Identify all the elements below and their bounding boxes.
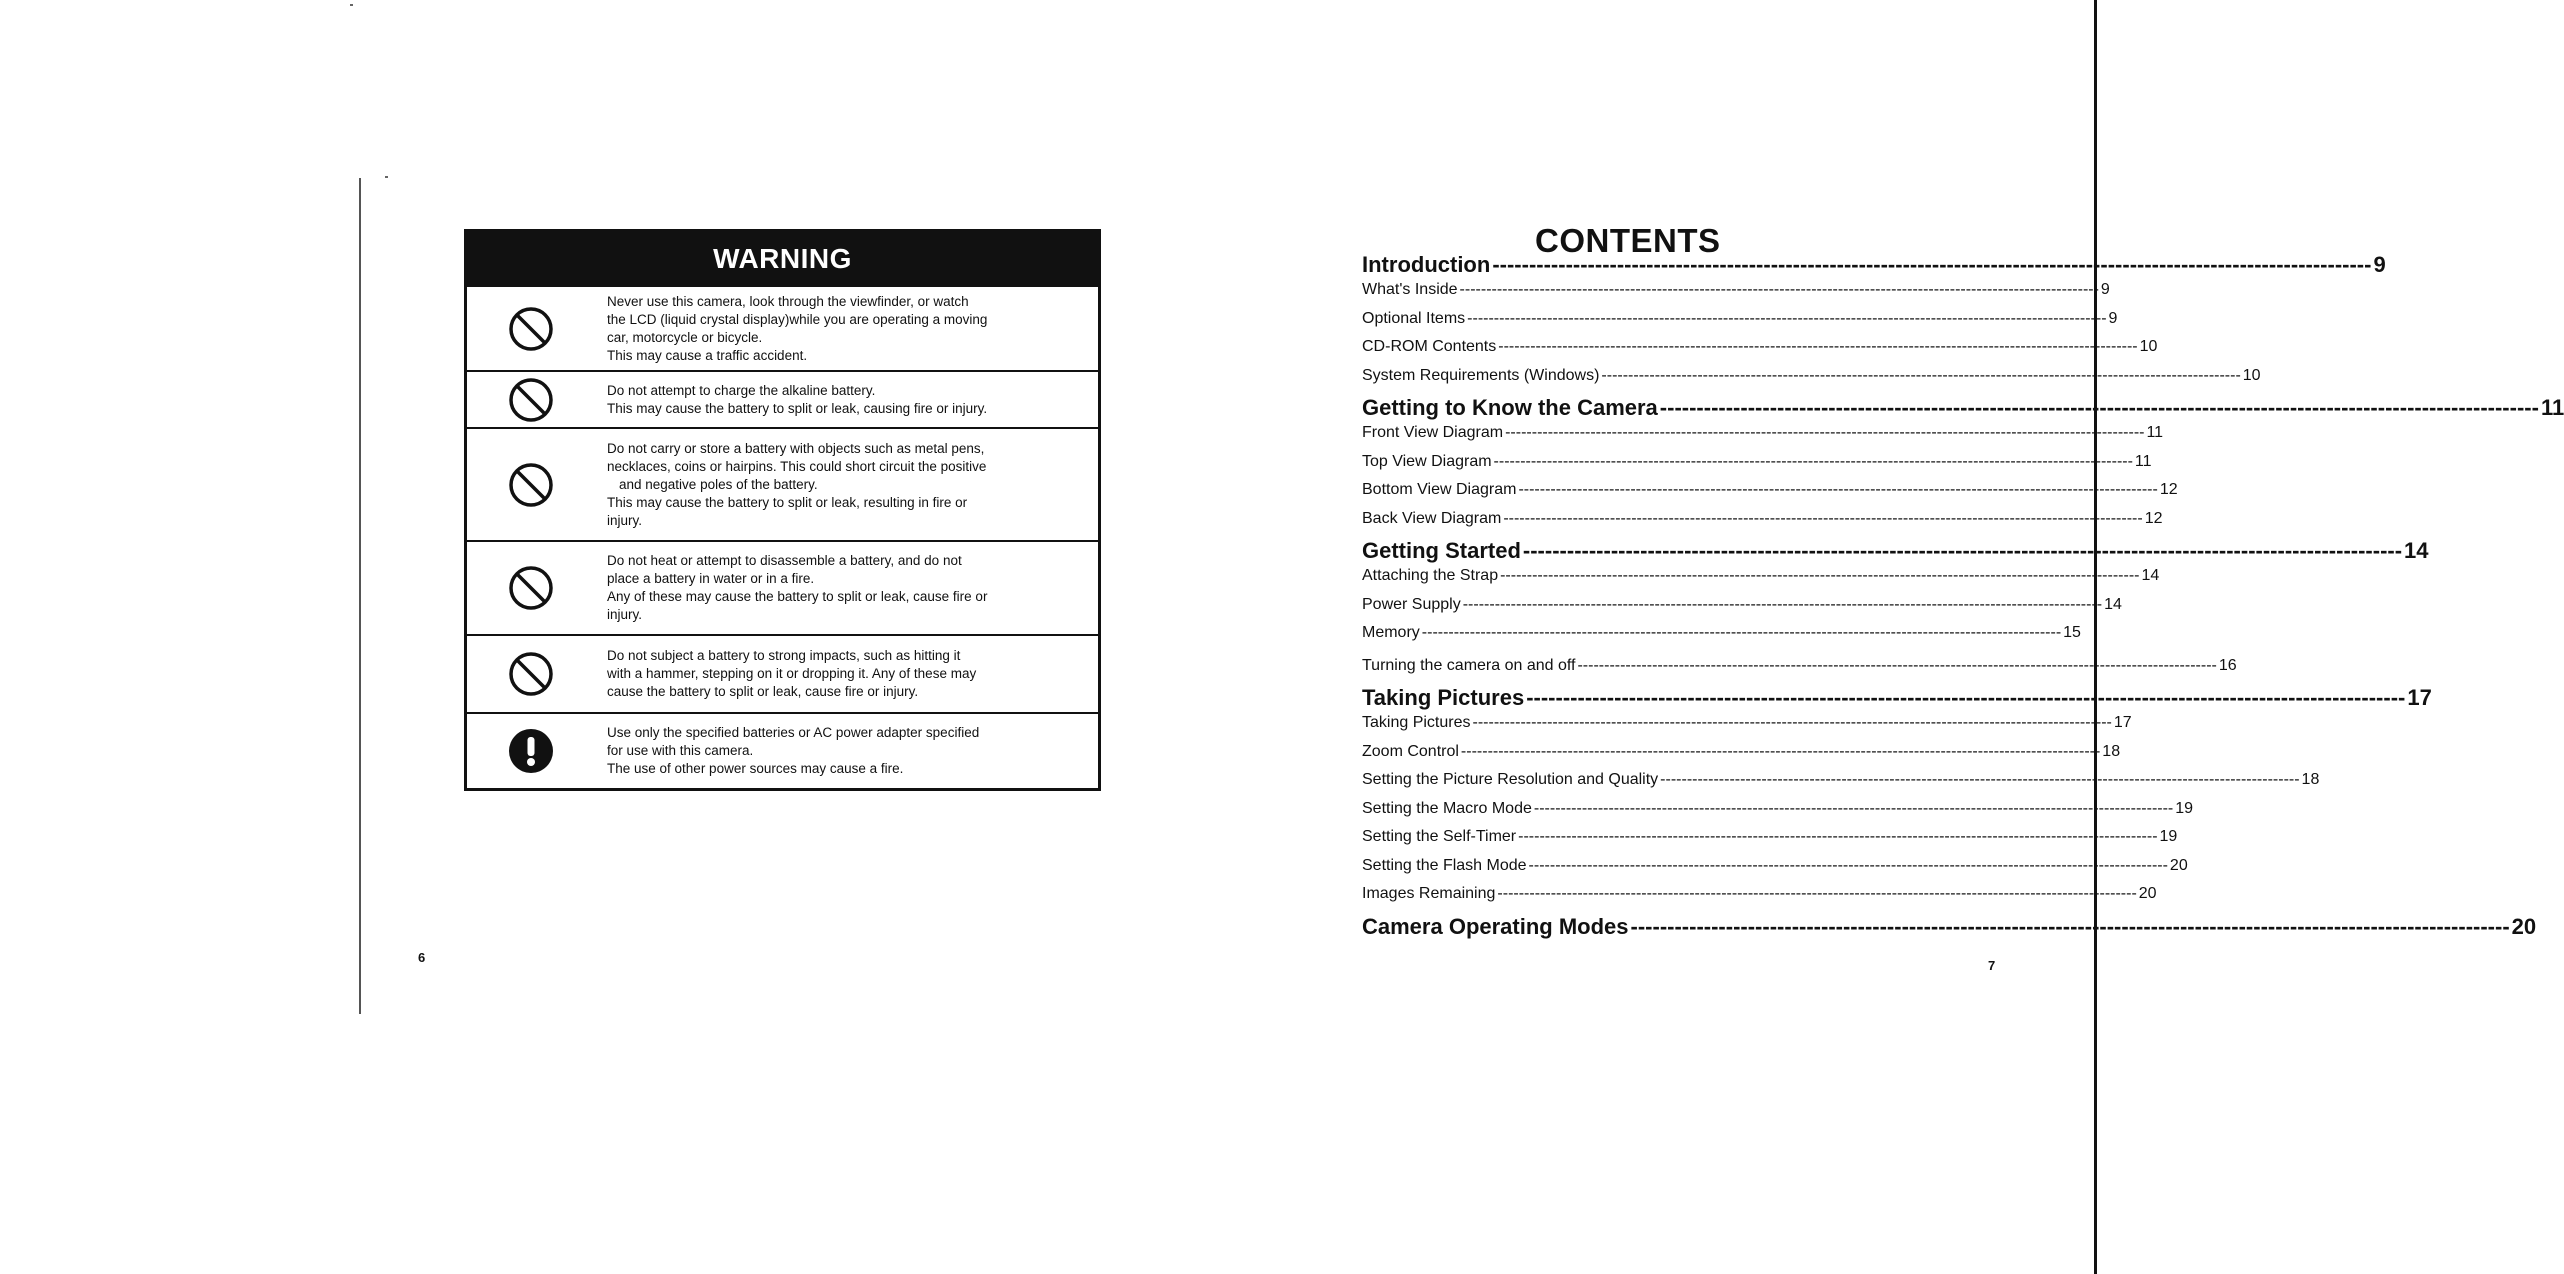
toc-leader-dots: ------------------------------------------------------------------------------------------------------------------------	[1492, 252, 2372, 277]
toc-leader-dots: ------------------------------------------------------------------------------------------------------------------------	[1526, 685, 2406, 710]
warning-item	[467, 712, 1098, 788]
toc-entry-title: Setting the Picture Resolution and Quality	[1362, 771, 1659, 788]
warning-item	[467, 427, 1098, 540]
toc-leader-dots: ------------------------------------------------------------------------------------------------------------------------	[1493, 452, 2133, 470]
toc-leader-dots: ------------------------------------------------------------------------------------------------------------------------	[1659, 395, 2539, 420]
warning-box	[464, 229, 1101, 791]
toc-entry-page: 9	[2100, 281, 2110, 298]
warning-item	[467, 370, 1098, 427]
toc-entry	[1362, 828, 2178, 857]
warning-title: WARNING	[467, 232, 1098, 285]
page-number-left: 6	[418, 950, 426, 965]
warning-text: Do not attempt to charge the alkaline battery. This may cause the battery to split or leak, causing fire or injury.	[607, 382, 988, 416]
toc-entry	[1362, 799, 2194, 829]
toc-entry	[1362, 624, 2081, 653]
toc-entry-title: Top View Diagram	[1362, 452, 1492, 470]
toc-entry-page: 11	[2134, 452, 2152, 470]
toc-entry-page: 12	[2159, 481, 2178, 498]
toc-entry-page: 20	[2169, 856, 2188, 874]
toc-leader-dots: ------------------------------------------------------------------------------------------------------------------------	[1421, 624, 2062, 641]
toc-entry-page: 10	[2242, 366, 2261, 384]
toc-entry-title: Taking Pictures	[1362, 685, 1525, 710]
toc-entry	[1362, 567, 2160, 596]
toc-entry-title: CD-ROM Contents	[1362, 338, 1497, 355]
page-edge-line	[2094, 0, 2097, 1274]
toc-section-entry	[1362, 913, 2537, 943]
toc-section-entry	[1362, 538, 2429, 567]
toc-entry-page: 9	[2373, 252, 2386, 277]
binding-line	[359, 178, 361, 1014]
toc-entry-page: 19	[2159, 828, 2178, 845]
toc-entry-page: 14	[2404, 538, 2429, 563]
prohibition-icon	[467, 636, 595, 712]
toc-entry-page: 17	[2407, 685, 2432, 710]
toc-entry	[1362, 424, 2164, 453]
toc-entry-title: Setting the Self-Timer	[1362, 828, 1517, 845]
toc-entry-page: 15	[2063, 624, 2081, 641]
toc-leader-dots: ------------------------------------------------------------------------------------------------------------------------	[1497, 885, 2137, 902]
toc-entry-title: Getting to Know the Camera	[1362, 395, 1658, 420]
prohibition-icon	[467, 542, 595, 634]
warning-text: Use only the specified batteries or AC power adapter specified for use with this camera. The use of other power sources may cause a fire.	[607, 725, 980, 776]
toc-leader-dots: ------------------------------------------------------------------------------------------------------------------------	[1460, 742, 2101, 760]
toc-leader-dots: ------------------------------------------------------------------------------------------------------------------------	[1462, 595, 2103, 613]
toc-leader-dots: ------------------------------------------------------------------------------------------------------------------------	[1518, 481, 2158, 498]
toc-entry-page: 17	[2113, 714, 2132, 731]
toc-leader-dots: ------------------------------------------------------------------------------------------------------------------------	[1528, 856, 2168, 874]
toc-entry	[1362, 452, 2152, 482]
toc-entry-page: 19	[2175, 799, 2194, 817]
toc-entry-title: Power Supply	[1362, 595, 1461, 613]
toc-entry-page: 20	[2511, 913, 2537, 939]
warning-text: Do not carry or store a battery with objects such as metal pens, necklaces, coins or hairpins. This could short circuit the positive and negative poles of the battery. This may cause the battery to split or leak, resulting in fire or injury.	[607, 440, 987, 528]
toc-entry-page: 16	[2218, 656, 2237, 674]
page-number-right: 7	[1988, 958, 1996, 973]
toc-entry	[1362, 509, 2163, 539]
toc-entry	[1362, 595, 2122, 625]
toc-entry-page: 12	[2144, 509, 2163, 527]
toc-section-entry	[1362, 252, 2386, 281]
warning-item	[467, 634, 1098, 712]
toc-entry	[1362, 885, 2157, 914]
toc-leader-dots: ------------------------------------------------------------------------------------------------------------------------	[1459, 281, 2099, 298]
toc-entry-page: 14	[2104, 595, 2122, 613]
toc-entry	[1362, 366, 2261, 396]
toc-entry	[1362, 281, 2110, 310]
toc-entry-title: Images Remaining	[1362, 885, 1496, 902]
toc-leader-dots: ------------------------------------------------------------------------------------------------------------------------	[1660, 771, 2300, 788]
toc-entry	[1362, 338, 2158, 367]
toc-leader-dots: ------------------------------------------------------------------------------------------------------------------------	[1601, 366, 2241, 384]
toc-entry-title: Getting Started	[1362, 538, 1521, 563]
toc-entry	[1362, 714, 2132, 743]
toc-leader-dots: ------------------------------------------------------------------------------------------------------------------------	[1505, 424, 2145, 441]
toc-leader-dots: ------------------------------------------------------------------------------------------------------------------------	[1533, 799, 2174, 817]
toc-leader-dots: ------------------------------------------------------------------------------------------------------------------------	[1577, 656, 2217, 674]
toc-leader-dots: ------------------------------------------------------------------------------------------------------------------------	[1503, 509, 2143, 527]
warning-item	[467, 285, 1098, 370]
toc-leader-dots: ------------------------------------------------------------------------------------------------------------------------	[1472, 714, 2112, 731]
toc-entry-page: 20	[2138, 885, 2157, 902]
toc-entry	[1362, 481, 2178, 510]
toc-entry-title: What's Inside	[1362, 281, 1458, 298]
toc-entry-page: 11	[2146, 424, 2164, 441]
toc-entry-page: 14	[2141, 567, 2160, 584]
scan-mark	[350, 4, 353, 6]
toc-section-entry	[1362, 395, 2564, 424]
prohibition-icon	[467, 372, 595, 427]
toc-leader-dots: ------------------------------------------------------------------------------------------------------------------------	[1500, 567, 2140, 584]
toc-leader-dots: ------------------------------------------------------------------------------------------------------------------------	[1522, 538, 2403, 563]
toc-entry-title: Bottom View Diagram	[1362, 481, 1517, 498]
prohibition-icon	[467, 287, 595, 370]
warning-text: Do not heat or attempt to disassemble a battery, and do not place a battery in water or in a fire. Any of these may cause the battery to split or leak, cause fire or injury.	[607, 553, 988, 622]
toc-entry-page: 18	[2102, 742, 2121, 760]
toc-entry-title: Camera Operating Modes	[1362, 913, 1629, 939]
toc-entry-page: 18	[2301, 771, 2320, 788]
exclamation-icon	[467, 714, 595, 788]
toc-leader-dots: ------------------------------------------------------------------------------------------------------------------------	[1518, 828, 2158, 845]
toc-entry-title: Optional Items	[1362, 309, 1466, 327]
toc-entry	[1362, 771, 2320, 800]
toc-entry	[1362, 656, 2237, 686]
toc-entry-title: Back View Diagram	[1362, 509, 1502, 527]
toc-leader-dots: ------------------------------------------------------------------------------------------------------------------------	[1467, 309, 2107, 327]
toc-entry-title: Turning the camera on and off	[1362, 656, 1576, 674]
toc-entry	[1362, 742, 2121, 772]
toc-entry-page: 9	[2108, 309, 2118, 327]
toc-entry	[1362, 309, 2118, 339]
toc-leader-dots: ------------------------------------------------------------------------------------------------------------------------	[1630, 913, 2510, 939]
contents-title: CONTENTS	[1535, 222, 1721, 259]
toc-entry-title: Attaching the Strap	[1362, 567, 1499, 584]
warning-text: Never use this camera, look through the viewfinder, or watch the LCD (liquid crystal display)while you are operating a moving car, motorcycle or bicycle. This may cause a traffic accident.	[607, 293, 988, 363]
warning-text: Do not subject a battery to strong impacts, such as hitting it with a hammer, stepping on it or dropping it. Any of these may cause the battery to split or leak, cause fire or injury.	[607, 648, 977, 699]
toc-entry-title: Taking Pictures	[1362, 714, 1471, 731]
prohibition-icon	[467, 429, 595, 540]
warning-item	[467, 540, 1098, 634]
toc-entry-title: Zoom Control	[1362, 742, 1459, 760]
scan-mark	[385, 176, 388, 178]
toc-entry-title: Memory	[1362, 624, 1420, 641]
toc-entry-title: Setting the Macro Mode	[1362, 799, 1532, 817]
toc-entry-page: 10	[2139, 338, 2158, 355]
toc-section-entry	[1362, 685, 2432, 714]
toc-leader-dots: ------------------------------------------------------------------------------------------------------------------------	[1498, 338, 2138, 355]
toc-entry-title: Front View Diagram	[1362, 424, 1504, 441]
toc-entry-title: Introduction	[1362, 252, 1491, 277]
toc-entry-page: 11	[2540, 395, 2564, 420]
toc-entry-title: Setting the Flash Mode	[1362, 856, 1527, 874]
table-of-contents	[1362, 252, 2564, 943]
toc-entry-title: System Requirements (Windows)	[1362, 366, 1600, 384]
toc-entry	[1362, 856, 2188, 886]
